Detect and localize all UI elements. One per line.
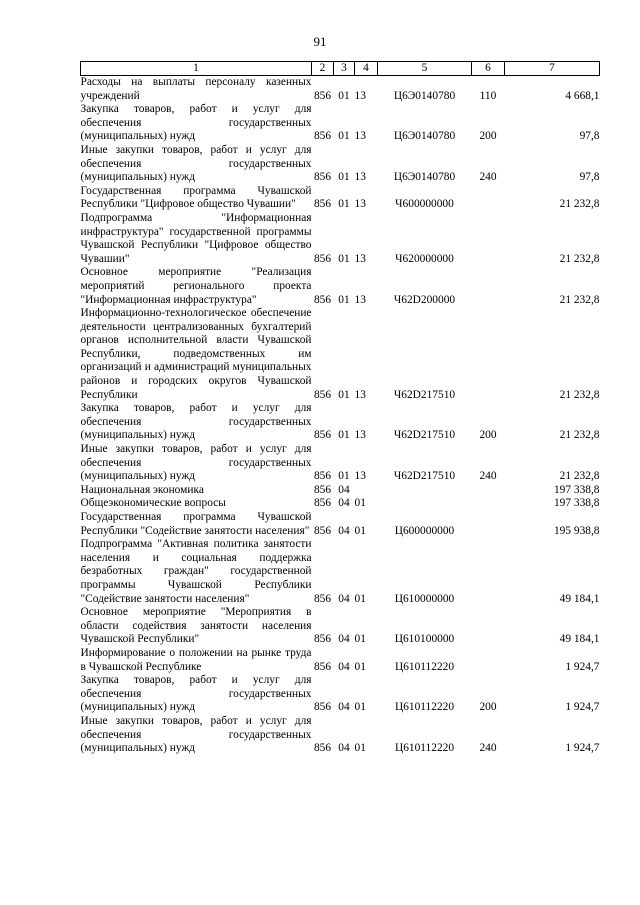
row-section-code: 04 (338, 497, 350, 510)
table-row (81, 647, 600, 674)
row-expense-type: 240 (479, 742, 497, 755)
header-col-4: 4 (355, 62, 378, 76)
table-row (81, 185, 600, 212)
row-target-code: Ц610112220 (394, 742, 455, 755)
row-amount: 49 184,1 (559, 592, 600, 605)
row-expense-type (472, 606, 505, 647)
row-section-code: 04 (338, 633, 350, 646)
row-description: Закупка товаров, работ и услуг для обеспечения государственных (муниципальных) нужд (80, 402, 312, 442)
row-expense-type: 240 (479, 470, 497, 483)
row-admin-code: 856 (313, 524, 332, 537)
row-description: Государственная программа Чувашской Республики "Содействие занятости населения" (80, 511, 312, 537)
row-section-code: 04 (338, 592, 350, 605)
row-subsection-code: 01 (354, 660, 366, 673)
row-description: Подпрограмма "Активная политика занятости населения и социальная поддержка безработных граждан" государственной программы Чувашской Республики "Содействие занятости населения" (80, 538, 312, 605)
row-subsection-code: 13 (354, 171, 366, 184)
row-expense-type (472, 307, 505, 402)
row-description: Основное мероприятие "Мероприятия в области содействия занятости населения Чувашской Республики" (80, 606, 312, 646)
row-amount: 1 924,7 (565, 742, 600, 755)
table-row (81, 103, 600, 144)
row-section-code: 01 (338, 171, 350, 184)
row-description: Информирование о положении на рынке труда в Чувашской Республике (80, 646, 312, 673)
row-target-code: Ц600000000 (394, 524, 455, 537)
row-section-code: 04 (338, 483, 350, 496)
table-row (81, 443, 600, 484)
row-section-code: 04 (338, 701, 350, 714)
row-section-code: 01 (338, 470, 350, 483)
row-section-code: 04 (338, 742, 350, 755)
header-col-7: 7 (505, 62, 600, 76)
row-expense-type: 200 (479, 429, 497, 442)
row-section-code: 01 (338, 429, 350, 442)
row-amount: 21 232,8 (559, 198, 600, 211)
table-row (81, 715, 600, 756)
row-amount: 197 338,8 (553, 497, 600, 510)
row-admin-code: 856 (313, 701, 332, 714)
row-subsection-code: 01 (354, 524, 366, 537)
row-target-code: Ц6Э0140780 (393, 89, 456, 102)
row-target-code (378, 497, 472, 511)
row-subsection-code (355, 484, 378, 498)
table-row (81, 76, 600, 104)
row-amount: 21 232,8 (559, 252, 600, 265)
row-description: Закупка товаров, работ и услуг для обеспечения государственных (муниципальных) нужд (80, 103, 312, 143)
row-target-code: Ц6Э0140780 (393, 171, 456, 184)
row-target-code: Ч62D217510 (393, 429, 456, 442)
row-admin-code: 856 (313, 293, 332, 306)
row-target-code: Ч600000000 (395, 198, 454, 211)
row-admin-code: 856 (313, 388, 332, 401)
row-section-code: 01 (338, 293, 350, 306)
row-amount: 1 924,7 (565, 660, 600, 673)
header-col-3: 3 (334, 62, 355, 76)
row-target-code (378, 484, 472, 498)
row-description: Общеэкономические вопросы (80, 497, 226, 510)
row-admin-code: 856 (313, 470, 332, 483)
row-amount: 197 338,8 (553, 483, 600, 496)
row-target-code: Ч62D200000 (393, 293, 456, 306)
row-section-code: 01 (338, 252, 350, 265)
row-amount: 195 938,8 (553, 524, 600, 537)
row-admin-code: 856 (313, 660, 332, 673)
row-expense-type (472, 185, 505, 212)
row-subsection-code: 01 (354, 633, 366, 646)
header-col-2: 2 (312, 62, 334, 76)
row-amount: 21 232,8 (559, 388, 600, 401)
row-section-code: 01 (338, 130, 350, 143)
row-target-code: Ц610100000 (394, 633, 455, 646)
row-subsection-code: 13 (354, 429, 366, 442)
row-description: Расходы на выплаты персоналу казенных учреждений (80, 76, 312, 102)
row-amount: 97,8 (579, 130, 600, 143)
row-description: Иные закупки товаров, работ и услуг для обеспечения государственных (муниципальных) нужд (80, 714, 312, 755)
row-admin-code: 856 (313, 130, 332, 143)
row-description: Национальная экономика (80, 483, 204, 496)
row-expense-type: 200 (479, 130, 497, 143)
table-row (81, 144, 600, 185)
row-amount: 21 232,8 (559, 293, 600, 306)
row-amount: 1 924,7 (565, 701, 600, 714)
row-subsection-code: 01 (354, 701, 366, 714)
header-col-6: 6 (472, 62, 505, 76)
table-row (81, 497, 600, 511)
row-expense-type (472, 484, 505, 498)
row-admin-code: 856 (313, 497, 332, 510)
row-expense-type (472, 266, 505, 307)
table-row (81, 606, 600, 647)
page-number: 91 (313, 34, 327, 49)
row-expense-type: 200 (479, 701, 497, 714)
table-row (81, 266, 600, 307)
table-row (81, 538, 600, 606)
row-target-code: Ц610112220 (394, 660, 455, 673)
row-subsection-code: 13 (354, 130, 366, 143)
row-description: Информационно-технологическое обеспечение деятельности централизованных бухгалтерий органов исполнительной власти Чувашской Республики, подведомственных им организаций и администраций муниципальных районов и городских округов Чувашской Республики (80, 307, 312, 401)
row-section-code: 01 (338, 198, 350, 211)
table-row (81, 307, 600, 402)
row-description: Основное мероприятие "Реализация мероприятий регионального проекта "Информационная инфраструктура" (80, 266, 312, 306)
row-target-code: Ч62D217510 (393, 470, 456, 483)
row-subsection-code: 01 (354, 742, 366, 755)
row-admin-code: 856 (313, 483, 332, 496)
row-section-code: 01 (338, 388, 350, 401)
row-admin-code: 856 (313, 171, 332, 184)
row-expense-type (472, 647, 505, 674)
header-col-1: 1 (81, 62, 312, 76)
row-section-code: 04 (338, 660, 350, 673)
row-target-code: Ч620000000 (395, 252, 454, 265)
row-amount: 4 668,1 (565, 89, 600, 102)
row-amount: 97,8 (579, 171, 600, 184)
row-target-code: Ч62D217510 (393, 388, 456, 401)
row-admin-code: 856 (313, 429, 332, 442)
row-expense-type (472, 212, 505, 266)
row-subsection-code: 13 (354, 470, 366, 483)
row-subsection-code: 13 (354, 198, 366, 211)
row-description: Иные закупки товаров, работ и услуг для обеспечения государственных (муниципальных) нужд (80, 443, 312, 483)
table-row (81, 674, 600, 715)
table-row (81, 402, 600, 443)
row-expense-type (472, 497, 505, 511)
table-row (81, 511, 600, 538)
row-section-code: 01 (338, 89, 350, 102)
row-subsection-code: 01 (354, 497, 366, 510)
row-description: Закупка товаров, работ и услуг для обеспечения государственных (муниципальных) нужд (80, 674, 312, 714)
row-expense-type: 240 (479, 171, 497, 184)
row-amount: 21 232,8 (559, 429, 600, 442)
row-description: Государственная программа Чувашской Республики "Цифровое общество Чувашии" (80, 184, 312, 211)
row-admin-code: 856 (313, 633, 332, 646)
row-target-code: Ц6Э0140780 (393, 130, 456, 143)
header-col-5: 5 (378, 62, 472, 76)
row-admin-code: 856 (313, 742, 332, 755)
row-description: Подпрограмма "Информационная инфраструктура" государственной программы Чувашской Республики "Цифровое общество Чувашии" (80, 211, 312, 265)
row-admin-code: 856 (313, 89, 332, 102)
table-row (81, 484, 600, 498)
row-target-code: Ц610112220 (394, 701, 455, 714)
row-target-code: Ц610000000 (394, 592, 455, 605)
table-body (81, 76, 600, 756)
row-expense-type: 110 (479, 89, 497, 102)
row-expense-type (472, 538, 505, 606)
row-subsection-code: 13 (354, 89, 366, 102)
budget-table (80, 61, 600, 756)
table-row (81, 212, 600, 266)
row-admin-code: 856 (313, 592, 332, 605)
row-subsection-code: 13 (354, 252, 366, 265)
row-subsection-code: 13 (354, 293, 366, 306)
row-amount: 21 232,8 (559, 470, 600, 483)
row-subsection-code: 13 (354, 388, 366, 401)
row-amount: 49 184,1 (559, 633, 600, 646)
table-header-row (81, 62, 600, 76)
row-description: Иные закупки товаров, работ и услуг для обеспечения государственных (муниципальных) нужд (80, 143, 312, 184)
row-admin-code: 856 (313, 198, 332, 211)
row-expense-type (472, 511, 505, 538)
row-admin-code: 856 (313, 252, 332, 265)
row-section-code: 04 (338, 524, 350, 537)
row-subsection-code: 01 (354, 592, 366, 605)
